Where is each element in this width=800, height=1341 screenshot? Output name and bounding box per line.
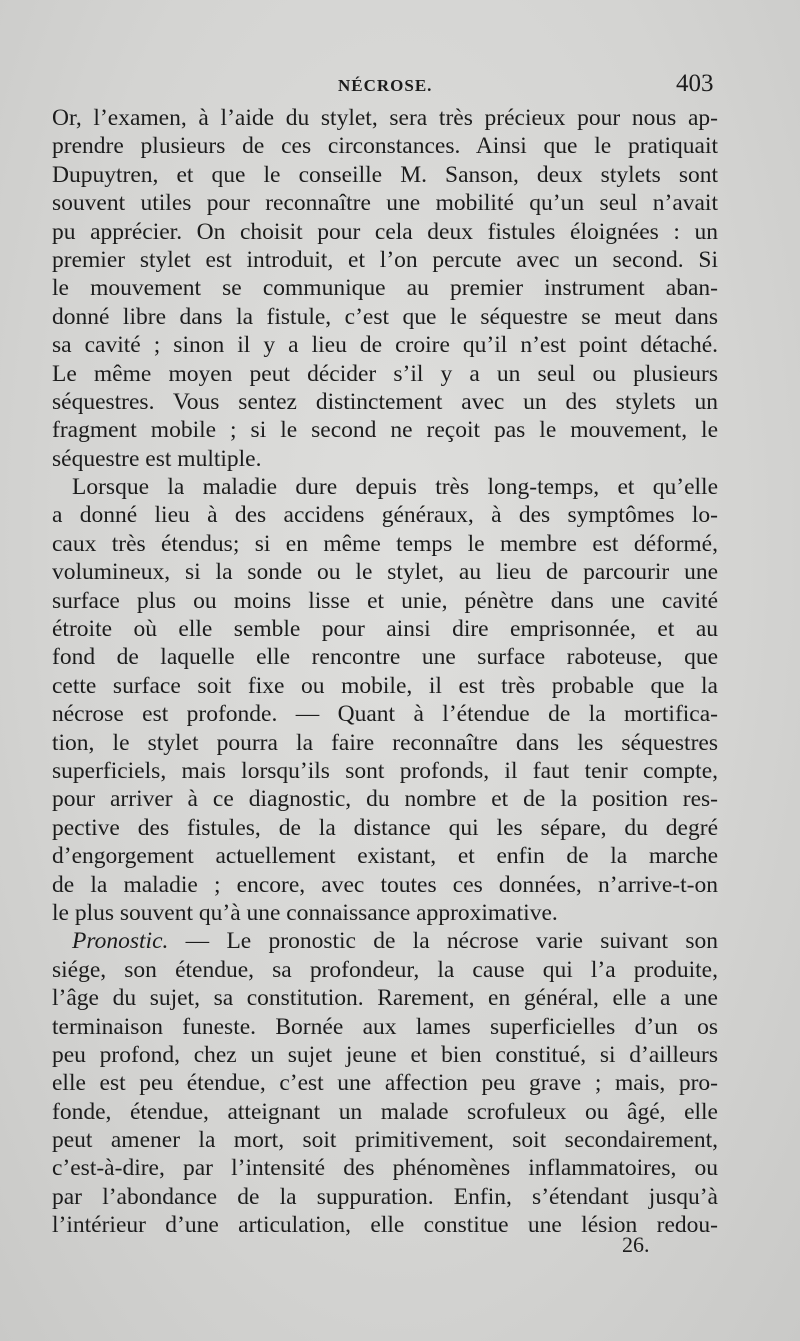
text-line: séquestre est multiple. [52,445,262,472]
text-line: l’intérieur d’une articulation, elle constitue une lésion redou- [52,1212,718,1239]
text-line: elle est peu étendue, c’est une affection peu grave ; mais, pro- [52,1070,718,1097]
text-line: prendre plusieurs de ces circonstances. Ainsi que le pratiquait [52,133,718,160]
page-number: 403 [676,70,714,97]
text-line: c’est-à-dire, par l’intensité des phénomènes inflammatoires, ou [52,1155,718,1182]
body-text [52,104,718,1240]
text-line: tion, le stylet pourra la faire reconnaître dans les séquestres [52,729,718,756]
text-line: a donné lieu à des accidens généraux, à des symptômes lo- [52,502,718,529]
text-line-pronostic [52,927,718,955]
text-line: d’engorgement actuellement existant, et enfin de la marche [52,843,718,870]
text-line: séquestres. Vous sentez distinctement avec un des stylets un [52,388,718,415]
text-line: terminaison funeste. Bornée aux lames superficielles d’un os [52,1013,718,1040]
text-line: fragment mobile ; si le second ne reçoit pas le mouvement, le [52,417,718,444]
text-line: le plus souvent qu’à une connaissance approximative. [52,899,558,926]
text-line: donné libre dans la fistule, c’est que le séquestre se meut dans [52,303,718,330]
text-line: Lorsque la maladie dure depuis très long-temps, et qu’elle [72,474,718,501]
text-line: siége, son étendue, sa profondeur, la cause qui l’a produite, [52,956,718,983]
text-line: fond de laquelle elle rencontre une surface raboteuse, que [52,644,718,671]
text-line: le mouvement se communique au premier instrument aban- [52,275,718,302]
running-head [0,70,800,100]
text-line: surface plus ou moins lisse et unie, pénètre dans une cavité [52,587,718,614]
text-line: par l’abondance de la suppuration. Enfin, s’étendant jusqu’à [52,1183,718,1210]
text-line: cette surface soit fixe ou mobile, il est très probable que la [52,672,718,699]
text-line: nécrose est profonde. — Quant à l’étendue de la mortifica- [52,701,718,728]
text-line: étroite où elle semble pour ainsi dire emprisonnée, et au [52,616,718,643]
text-line-rest: — Le pronostic de la nécrose varie suivant son [185,928,718,955]
section-label-pronostic: Pronostic. [72,928,169,955]
text-line: l’âge du sujet, sa constitution. Rarement, en général, elle a une [52,985,718,1012]
text-line: Dupuytren, et que le conseille M. Sanson, deux stylets sont [52,161,718,188]
text-line: Le même moyen peut décider s’il y a un seul ou plusieurs [52,360,718,387]
text-line: volumineux, si la sonde ou le stylet, au lieu de parcourir une [52,559,718,586]
text-line: souvent utiles pour reconnaître une mobilité qu’un seul n’avait [52,190,718,217]
text-line: premier stylet est introduit, et l’on percute avec un second. Si [52,246,718,273]
text-line: peut amener la mort, soit primitivement, soit secondairement, [52,1127,718,1154]
text-line: de la maladie ; encore, avec toutes ces données, n’arrive-t-on [52,871,718,898]
text-line: pective des fistules, de la distance qui les sépare, du degré [52,814,718,841]
text-line: pour arriver à ce diagnostic, du nombre et de la position res- [52,786,718,813]
text-line: Or, l’examen, à l’aide du stylet, sera très précieux pour nous ap- [52,105,718,131]
text-line: caux très étendus; si en même temps le membre est déformé, [52,530,718,557]
text-line: sa cavité ; sinon il y a lieu de croire qu’il n’est point détaché. [52,332,718,359]
text-line: pu apprécier. On choisit pour cela deux fistules éloignées : un [52,218,718,245]
signature-mark: 26. [622,1232,650,1257]
running-title: NÉCROSE. [338,76,433,95]
text-line: superficiels, mais lorsqu’ils sont profonds, il faut tenir compte, [52,757,718,784]
text-line: peu profond, chez un sujet jeune et bien constitué, si d’ailleurs [52,1041,718,1068]
text-line: fonde, étendue, atteignant un malade scrofuleux ou âgé, elle [52,1098,718,1125]
